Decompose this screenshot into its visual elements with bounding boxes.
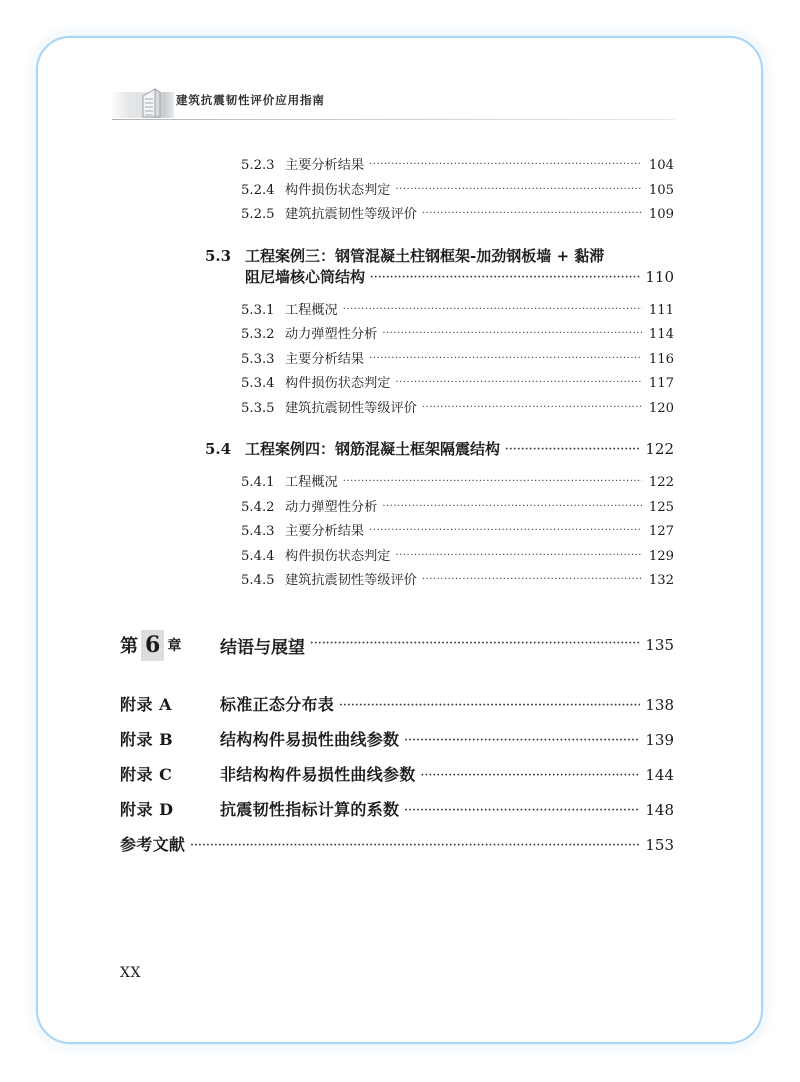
toc-page: 129 <box>648 548 674 564</box>
dot-leader <box>369 159 642 170</box>
toc-page: 117 <box>648 376 674 391</box>
dot-leader <box>422 208 642 219</box>
toc-entry-references[interactable] <box>120 832 674 855</box>
toc-title: 建筑抗震韧性等级评价 <box>285 400 417 416</box>
dot-leader <box>422 402 642 413</box>
spacer <box>120 750 674 762</box>
toc-title: 主要分析结果 <box>285 158 365 173</box>
toc-number: 5.3.5 <box>241 400 275 416</box>
table-of-contents <box>120 154 674 855</box>
toc-entry-section-5-3-cont[interactable] <box>245 266 674 287</box>
spacer <box>120 421 674 438</box>
toc-title: 工程概况 <box>285 302 338 318</box>
dot-leader <box>370 272 640 283</box>
toc-number: 5.4.3 <box>241 524 275 539</box>
page-content <box>120 86 674 855</box>
toc-page: 138 <box>645 695 674 714</box>
toc-page: 105 <box>648 182 674 198</box>
toc-entry[interactable] <box>241 179 674 198</box>
dot-leader <box>404 735 640 746</box>
toc-title: 主要分析结果 <box>285 524 365 539</box>
toc-entry[interactable] <box>241 299 674 318</box>
toc-entry-section-5-4[interactable] <box>205 438 674 459</box>
toc-entry[interactable] <box>241 348 674 367</box>
running-header <box>120 86 674 126</box>
toc-entry-appendix-b[interactable] <box>120 727 674 750</box>
toc-entry[interactable] <box>241 520 674 539</box>
toc-page: 153 <box>645 835 674 854</box>
toc-page: 114 <box>648 327 674 342</box>
toc-number: 5.2.3 <box>241 158 275 173</box>
toc-entry-appendix-a[interactable] <box>120 692 674 715</box>
toc-number: 5.3.2 <box>241 327 275 342</box>
toc-entry[interactable] <box>241 397 674 416</box>
dot-leader <box>339 700 640 711</box>
toc-page: 132 <box>648 573 674 588</box>
appendix-number: 附录 B <box>120 729 174 749</box>
toc-title: 构件损伤状态判定 <box>285 548 391 564</box>
dot-leader <box>343 476 642 487</box>
toc-number: 5.3.4 <box>241 376 275 391</box>
toc-page: 125 <box>648 499 674 515</box>
toc-title: 结语与展望 <box>220 637 305 658</box>
toc-number: 5.3.1 <box>241 302 275 318</box>
spacer <box>120 287 674 299</box>
dot-leader <box>310 638 640 649</box>
toc-title: 非结构构件易损性曲线参数 <box>220 764 416 784</box>
toc-title-line2: 阻尼墙核心筒结构 <box>245 267 366 286</box>
dot-leader <box>404 805 640 816</box>
toc-title: 动力弹塑性分析 <box>285 499 378 515</box>
dot-leader <box>421 770 640 781</box>
appendix-number: 附录 A <box>120 694 172 714</box>
spacer <box>120 785 674 797</box>
toc-entry[interactable] <box>241 323 674 342</box>
toc-page: 120 <box>648 400 674 416</box>
dot-leader <box>382 328 642 339</box>
toc-page: 148 <box>645 800 674 819</box>
appendix-number: 附录 D <box>120 799 174 819</box>
toc-entry-chapter-6[interactable] <box>120 630 674 661</box>
toc-page: 122 <box>645 440 674 458</box>
toc-entry[interactable] <box>241 496 674 515</box>
toc-number: 5.3.3 <box>241 351 275 367</box>
toc-page: 110 <box>645 267 674 286</box>
toc-page: 116 <box>648 351 674 367</box>
dot-leader <box>505 444 640 455</box>
dot-leader <box>369 525 642 536</box>
spacer <box>120 594 674 630</box>
dot-leader <box>382 501 642 512</box>
toc-page: 139 <box>645 730 674 749</box>
toc-entry[interactable] <box>241 203 674 222</box>
chapter-label <box>120 630 220 661</box>
toc-number: 5.2.4 <box>241 182 275 198</box>
dot-leader <box>190 840 640 851</box>
toc-title: 建筑抗震韧性等级评价 <box>285 573 417 588</box>
running-header-title: 建筑抗震韧性评价应用指南 <box>176 93 325 107</box>
toc-entry[interactable] <box>241 154 674 173</box>
toc-number: 5.4.5 <box>241 573 275 588</box>
chapter-number: 6 <box>141 630 164 661</box>
toc-number: 5.4 <box>205 440 232 458</box>
chapter-suffix: 章 <box>167 638 182 654</box>
toc-title: 参考文献 <box>120 834 186 854</box>
dot-leader <box>369 353 642 364</box>
appendix-number: 附录 C <box>120 764 173 784</box>
toc-number: 5.4.4 <box>241 548 275 564</box>
toc-title: 动力弹塑性分析 <box>285 327 378 342</box>
chapter-prefix: 第 <box>120 636 138 657</box>
toc-title-line1: 工程案例三：钢管混凝土柱钢框架-加劲钢板墙 + 黏滞 <box>245 246 605 265</box>
toc-title: 工程案例四：钢筋混凝土框架隔震结构 <box>245 440 501 458</box>
spacer <box>120 228 674 245</box>
toc-entry[interactable] <box>241 471 674 490</box>
toc-page: 135 <box>645 636 674 654</box>
dot-leader <box>422 574 642 585</box>
spacer <box>120 661 674 692</box>
toc-number: 5.4.1 <box>241 475 275 490</box>
toc-number: 5.3 <box>205 246 232 265</box>
toc-title: 结构构件易损性曲线参数 <box>220 729 400 749</box>
page-folio: XX <box>120 965 141 981</box>
dot-leader <box>396 184 643 195</box>
spacer <box>120 820 674 832</box>
toc-title: 构件损伤状态判定 <box>285 182 391 198</box>
toc-page: 144 <box>645 765 674 784</box>
dot-leader <box>343 304 642 315</box>
toc-title: 工程概况 <box>285 475 338 490</box>
building-icon <box>133 86 165 120</box>
toc-entry[interactable] <box>241 569 674 588</box>
toc-number: 5.2.5 <box>241 207 275 222</box>
dot-leader <box>396 377 643 388</box>
toc-page: 122 <box>648 475 674 490</box>
toc-entry-appendix-c[interactable] <box>120 762 674 785</box>
toc-page: 109 <box>648 207 674 222</box>
toc-entry[interactable] <box>241 372 674 391</box>
toc-page: 104 <box>648 158 674 173</box>
toc-entry-section-5-3[interactable] <box>205 245 674 266</box>
toc-page: 127 <box>648 524 674 539</box>
toc-title: 标准正态分布表 <box>220 694 335 714</box>
header-rule <box>112 119 674 120</box>
spacer <box>120 459 674 471</box>
toc-title: 构件损伤状态判定 <box>285 376 391 391</box>
spacer <box>120 715 674 727</box>
toc-entry-appendix-d[interactable] <box>120 797 674 820</box>
toc-title: 建筑抗震韧性等级评价 <box>285 207 417 222</box>
toc-number: 5.4.2 <box>241 499 275 515</box>
toc-title: 主要分析结果 <box>285 351 365 367</box>
toc-page: 111 <box>648 302 674 318</box>
toc-title: 抗震韧性指标计算的系数 <box>220 799 400 819</box>
dot-leader <box>396 550 643 561</box>
toc-entry[interactable] <box>241 545 674 564</box>
